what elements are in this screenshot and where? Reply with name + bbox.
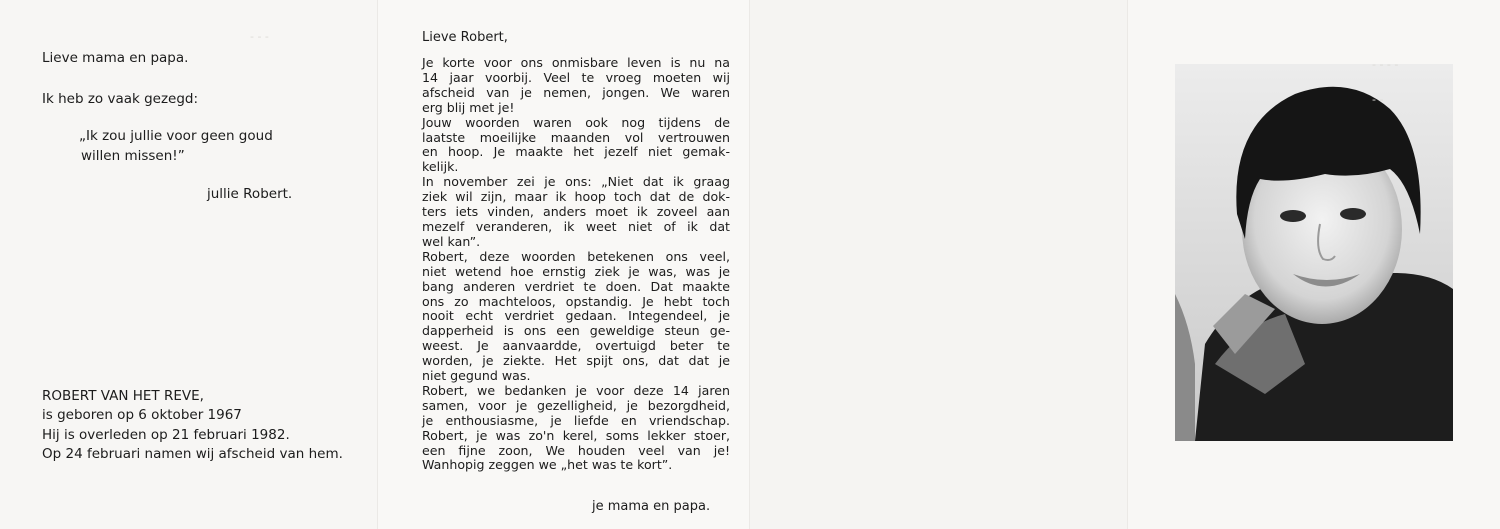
quote-line-1: „Ik zou jullie voor geen goud (79, 128, 273, 144)
birth-line: is geboren op 6 oktober 1967 (42, 407, 242, 423)
letter-line: bang anderen verdriet te doen. Dat maakte (422, 278, 730, 294)
left-panel (0, 0, 378, 529)
letter-line: ons zo machteloos, opstandig. Je hebt toch (422, 293, 730, 309)
portrait-photo (1175, 64, 1453, 441)
letter-line: Robert, je was zo'n kerel, soms lekker stoer, (422, 427, 730, 443)
letter-line: Wanhopig zeggen we „het was te kort”. (422, 457, 673, 473)
letter-line: ters iets vinden, anders moet ik zoveel aan (422, 204, 730, 220)
show-through: - - (1372, 93, 1384, 106)
letter-line: samen, voor je gezelligheid, je bezorgdheid, (422, 397, 730, 413)
death-line: Hij is overleden op 21 februari 1982. (42, 427, 290, 443)
letter-line: laatste moeilijke maanden vol vertrouwen (422, 129, 730, 145)
letter-line: niet gegund was. (422, 368, 531, 384)
letter-line: weest. Je aanvaardde, overtuigd beter te (422, 338, 730, 354)
letter-line: Robert, we bedanken je voor deze 14 jaren (422, 382, 730, 398)
deceased-name: ROBERT VAN HET REVE, (42, 388, 204, 404)
letter-line: Je korte voor ons onmisbare leven is nu na (422, 55, 730, 70)
letter-line: niet wetend hoe ernstig ziek je was, was je (422, 263, 730, 279)
blank-panel (750, 0, 1128, 529)
letter-line: mezelf veranderen, ik weet niet of ik dat (422, 218, 730, 234)
letter-line: en hoop. Je maakte het jezelf niet gemak- (422, 144, 730, 160)
signature: jullie Robert. (207, 186, 293, 202)
letter-line: erg blij met je! (422, 99, 515, 115)
letter-signoff: je mama en papa. (592, 499, 711, 514)
letter-line: dapperheid is ons een geweldige steun ge- (422, 323, 730, 339)
salutation: Lieve mama en papa. (42, 50, 189, 66)
letter-line: een fijne zoon, We houden veel van je! (422, 442, 730, 458)
farewell-line: Op 24 februari namen wij afscheid van hem. (42, 446, 343, 462)
letter-line: ziek wil zijn, maar ik hoop toch dat de dok- (422, 189, 730, 205)
letter-line: nooit echt verdriet gedaan. Integendeel, je (422, 308, 730, 324)
letter-line: Robert, deze woorden betekenen ons veel, (422, 248, 730, 264)
letter-body (422, 56, 730, 473)
intro-line: Ik heb zo vaak gezegd: (42, 91, 199, 107)
letter-line: afscheid van je nemen, jongen. We waren (422, 84, 730, 100)
letter-line: je enthousiasme, je liefde en vriendschap. (422, 412, 730, 428)
letter-line: kelijk. (422, 159, 459, 175)
show-through: - - - - (1372, 58, 1399, 71)
letter-line: 14 jaar voorbij. Veel te vroeg moeten wij (422, 69, 730, 85)
letter-greeting: Lieve Robert, (422, 30, 508, 45)
letter-line: In november zei je ons: „Niet dat ik graag (422, 174, 730, 190)
letter-line: Jouw woorden waren ook nog tijdens de (422, 114, 730, 130)
letter-line: worden, je ziekte. Het spijt ons, dat dat je (422, 353, 730, 369)
quote-line-2: willen missen!” (81, 148, 185, 164)
show-through: - - - (250, 30, 269, 43)
letter-line: wel kan”. (422, 233, 481, 249)
